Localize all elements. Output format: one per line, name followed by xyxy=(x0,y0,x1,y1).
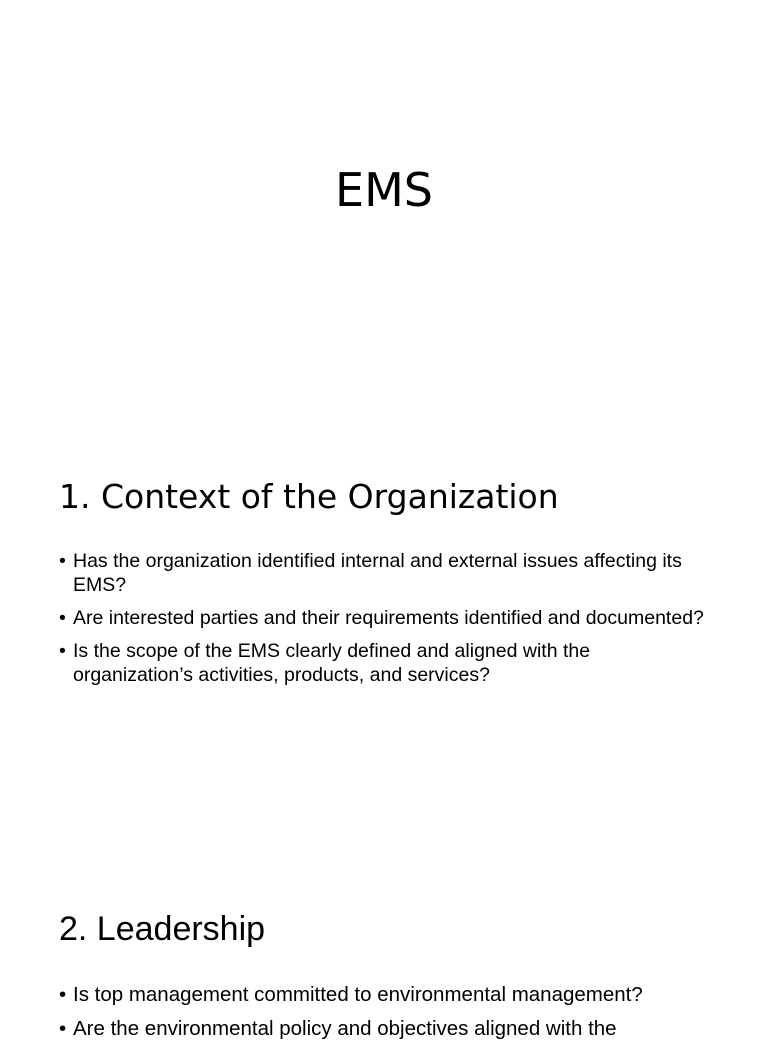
list-item: • Is top management committed to environmental management? xyxy=(59,982,709,1008)
list-item: • Are interested parties and their requirements identified and documented? xyxy=(59,606,709,630)
list-item: • Are the environmental policy and objectives aligned with the xyxy=(59,1016,709,1042)
context-checklist xyxy=(59,549,709,696)
section-heading-leadership: 2. Leadership xyxy=(59,910,266,948)
document-title: EMS xyxy=(335,163,433,217)
section-heading-context: 1. Context of the Organization xyxy=(59,477,559,516)
list-item: • Is the scope of the EMS clearly defined and aligned with the organization’s activities, products, and services? xyxy=(59,639,709,687)
leadership-checklist xyxy=(59,982,709,1050)
list-item: • Has the organization identified internal and external issues affecting its EMS? xyxy=(59,549,709,597)
